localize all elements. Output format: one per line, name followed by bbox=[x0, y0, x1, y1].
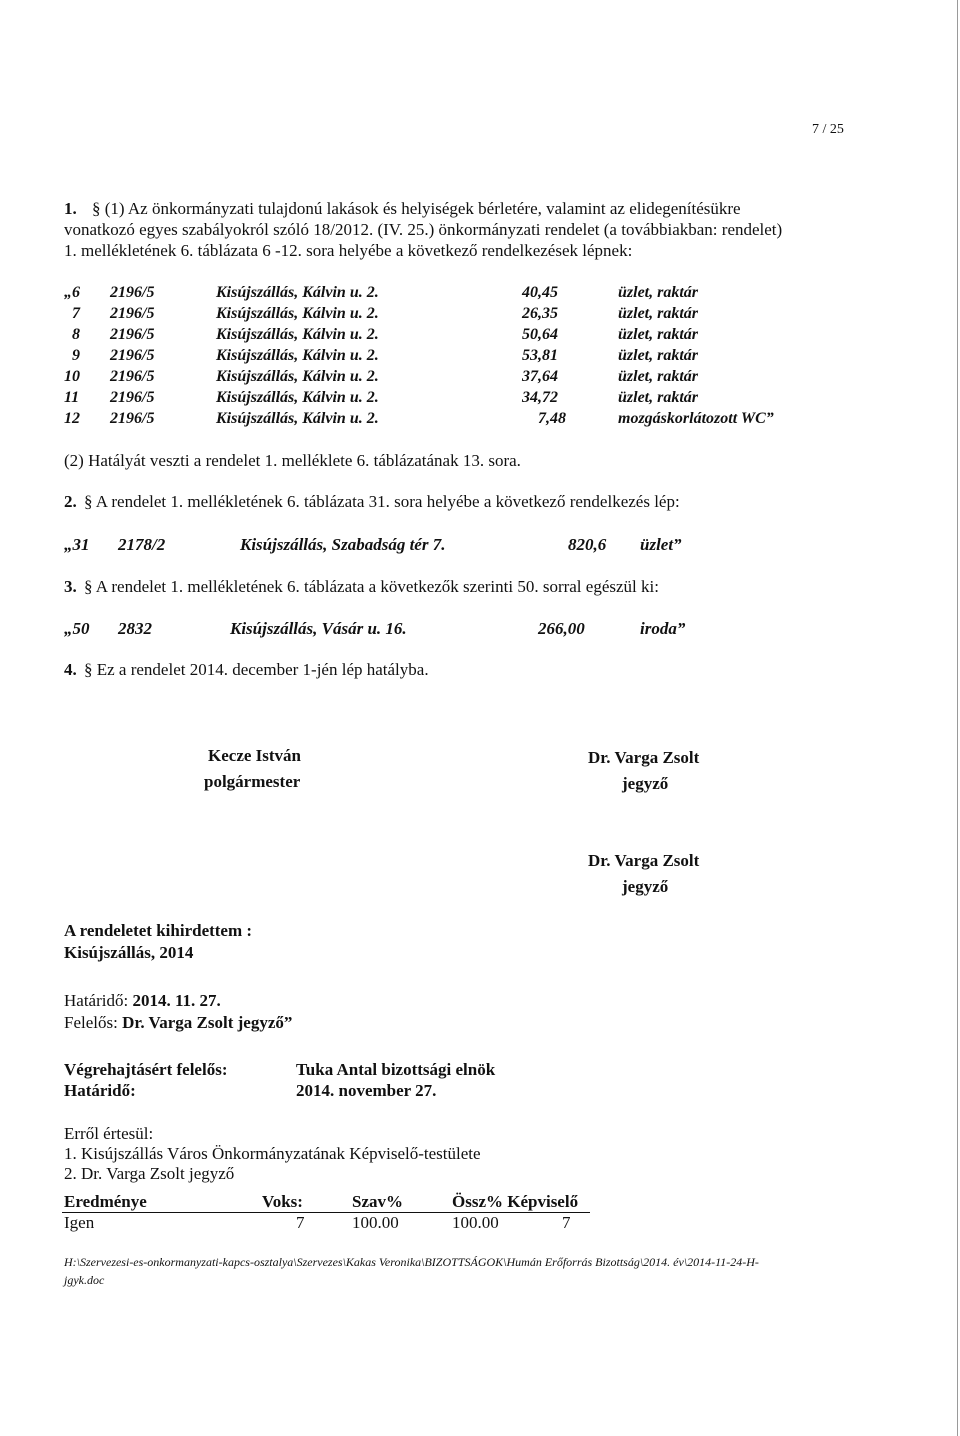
result-value-igen: Igen bbox=[64, 1213, 95, 1232]
row-address: Kisújszállás, Kálvin u. 2. bbox=[216, 347, 379, 364]
row-hrsz: 2196/5 bbox=[110, 410, 155, 427]
row-hrsz: 2196/5 bbox=[110, 284, 155, 301]
row-hrsz: 2196/5 bbox=[110, 347, 155, 364]
section-1-line-3: 1. mellékletének 6. táblázata 6 -12. sora helyébe a következő rendelkezések lépnek: bbox=[64, 241, 633, 260]
row-use: üzlet, raktár bbox=[618, 305, 699, 322]
row-address: Kisújszállás, Kálvin u. 2. bbox=[216, 410, 379, 427]
responsible-row bbox=[64, 1013, 292, 1033]
announce-line-1: A rendeletet kihirdettem : bbox=[64, 921, 253, 940]
result-value-kepviselo: 7 bbox=[562, 1213, 571, 1232]
section-4-text: § Ez a rendelet 2014. december 1-jén lép hatályba. bbox=[84, 660, 429, 679]
table-row bbox=[64, 326, 824, 346]
row-address: Kisújszállás, Kálvin u. 2. bbox=[216, 389, 379, 406]
announce-line-2: Kisújszállás, 2014 bbox=[64, 943, 194, 962]
page-number: 7 / 25 bbox=[812, 122, 844, 137]
row-hrsz: 2196/5 bbox=[110, 389, 155, 406]
row-address: Kisújszállás, Kálvin u. 2. bbox=[216, 284, 379, 301]
row-address: Kisújszállás, Szabadság tér 7. bbox=[240, 535, 446, 554]
table-row bbox=[64, 347, 824, 367]
row-address: Kisújszállás, Kálvin u. 2. bbox=[216, 305, 379, 322]
row-area: 53,81 bbox=[522, 347, 558, 364]
deadline-value: 2014. 11. 27. bbox=[132, 991, 221, 1010]
deadline-label: Határidő: bbox=[64, 991, 129, 1010]
paragraph-2: (2) Hatályát veszti a rendelet 1. melléklete 6. táblázatának 13. sora. bbox=[64, 451, 521, 470]
row-address: Kisújszállás, Kálvin u. 2. bbox=[216, 368, 379, 385]
result-header-szav: Szav% bbox=[352, 1192, 403, 1211]
row-no: 9 bbox=[72, 347, 80, 364]
row-hrsz: 2196/5 bbox=[110, 326, 155, 343]
result-value-ossz: 100.00 bbox=[452, 1213, 499, 1232]
result-value-voks: 7 bbox=[296, 1213, 305, 1232]
row-area: 40,45 bbox=[522, 284, 558, 301]
result-value-szav: 100.00 bbox=[352, 1213, 399, 1232]
table-row bbox=[64, 305, 824, 325]
row-use: üzlet” bbox=[640, 535, 682, 554]
notify-item-2: 2. Dr. Varga Zsolt jegyző bbox=[64, 1164, 235, 1183]
row-use: üzlet, raktár bbox=[618, 368, 699, 385]
row-area: 7,48 bbox=[538, 410, 566, 427]
mayor-name: Kecze István bbox=[208, 746, 302, 765]
section-2-number: 2. bbox=[64, 492, 77, 511]
row-no: „50 bbox=[64, 619, 90, 638]
row-50 bbox=[64, 619, 824, 639]
row-hrsz: 2832 bbox=[118, 619, 152, 638]
execution-label-1: Végrehajtásért felelős: bbox=[64, 1060, 228, 1079]
row-no: „31 bbox=[64, 535, 90, 554]
responsible-label: Felelős: bbox=[64, 1013, 118, 1032]
row-use: iroda” bbox=[640, 619, 686, 638]
row-area: 37,64 bbox=[522, 368, 558, 385]
row-use: üzlet, raktár bbox=[618, 347, 699, 364]
notary-title-2: jegyző bbox=[622, 877, 669, 896]
row-hrsz: 2178/2 bbox=[118, 535, 166, 554]
mayor-title: polgármester bbox=[204, 772, 301, 791]
table-row bbox=[64, 368, 824, 388]
row-use: mozgáskorlátozott WC” bbox=[618, 410, 774, 427]
row-use: üzlet, raktár bbox=[618, 389, 699, 406]
deadline-row bbox=[64, 991, 221, 1011]
row-use: üzlet, raktár bbox=[618, 326, 699, 343]
row-area: 50,64 bbox=[522, 326, 558, 343]
row-area: 34,72 bbox=[522, 389, 558, 406]
result-header-voks: Voks: bbox=[262, 1192, 303, 1211]
row-address: Kisújszállás, Kálvin u. 2. bbox=[216, 326, 379, 343]
scan-edge-line bbox=[957, 0, 958, 1436]
footer-path-line-1: H:\Szervezesi-es-onkormanyzati-kapcs-osztalya\Szervezes\Kakas Veronika\BIZOTTSÁGOK\Humán Erőforrás Bizottság\2014. év\2014-11-24-H- bbox=[64, 1255, 759, 1269]
notify-title: Erről értesül: bbox=[64, 1124, 154, 1143]
table-row bbox=[64, 389, 824, 409]
row-no: 11 bbox=[64, 389, 80, 406]
section-1-number: 1. bbox=[64, 199, 77, 218]
section-1-line-1: § (1) Az önkormányzati tulajdonú lakások és helyiségek bérletére, valamint az elidegenítésükre bbox=[92, 199, 741, 218]
execution-value-2: 2014. november 27. bbox=[296, 1081, 437, 1100]
row-use: üzlet, raktár bbox=[618, 284, 699, 301]
table-row bbox=[64, 284, 824, 304]
notary-name: Dr. Varga Zsolt bbox=[588, 748, 700, 767]
responsible-value: Dr. Varga Zsolt jegyző” bbox=[122, 1013, 293, 1032]
execution-label-2: Határidő: bbox=[64, 1081, 136, 1100]
row-area: 266,00 bbox=[538, 619, 585, 638]
section-4-number: 4. bbox=[64, 660, 77, 679]
footer-path-line-2: jgyk.doc bbox=[64, 1273, 105, 1287]
row-area: 26,35 bbox=[522, 305, 558, 322]
row-area: 820,6 bbox=[568, 535, 607, 554]
row-hrsz: 2196/5 bbox=[110, 305, 155, 322]
notary-name-2: Dr. Varga Zsolt bbox=[588, 851, 700, 870]
row-hrsz: 2196/5 bbox=[110, 368, 155, 385]
row-no: 8 bbox=[72, 326, 80, 343]
result-header-eredmenye: Eredménye bbox=[64, 1192, 147, 1211]
section-2-text: § A rendelet 1. mellékletének 6. táblázata 31. sora helyébe a következő rendelkezés lép: bbox=[84, 492, 680, 511]
result-header-ossz: Össz% Képviselő bbox=[452, 1192, 579, 1211]
table-row bbox=[64, 410, 824, 430]
row-31 bbox=[64, 535, 824, 555]
row-no: 7 bbox=[72, 305, 80, 322]
section-3-text: § A rendelet 1. mellékletének 6. táblázata a következők szerinti 50. sorral egészül ki: bbox=[84, 577, 659, 596]
row-address: Kisújszállás, Vásár u. 16. bbox=[230, 619, 407, 638]
row-no: 12 bbox=[64, 410, 80, 427]
section-3-number: 3. bbox=[64, 577, 77, 596]
row-no: 10 bbox=[64, 368, 80, 385]
execution-value-1: Tuka Antal bizottsági elnök bbox=[296, 1060, 496, 1079]
notify-item-1: 1. Kisújszállás Város Önkormányzatának Képviselő-testülete bbox=[64, 1144, 481, 1163]
notary-title: jegyző bbox=[622, 774, 669, 793]
section-1-line-2: vonatkozó egyes szabályokról szóló 18/2012. (IV. 25.) önkormányzati rendelet (a továbbiakban: rendelet) bbox=[64, 220, 783, 239]
row-no: „6 bbox=[64, 284, 80, 301]
